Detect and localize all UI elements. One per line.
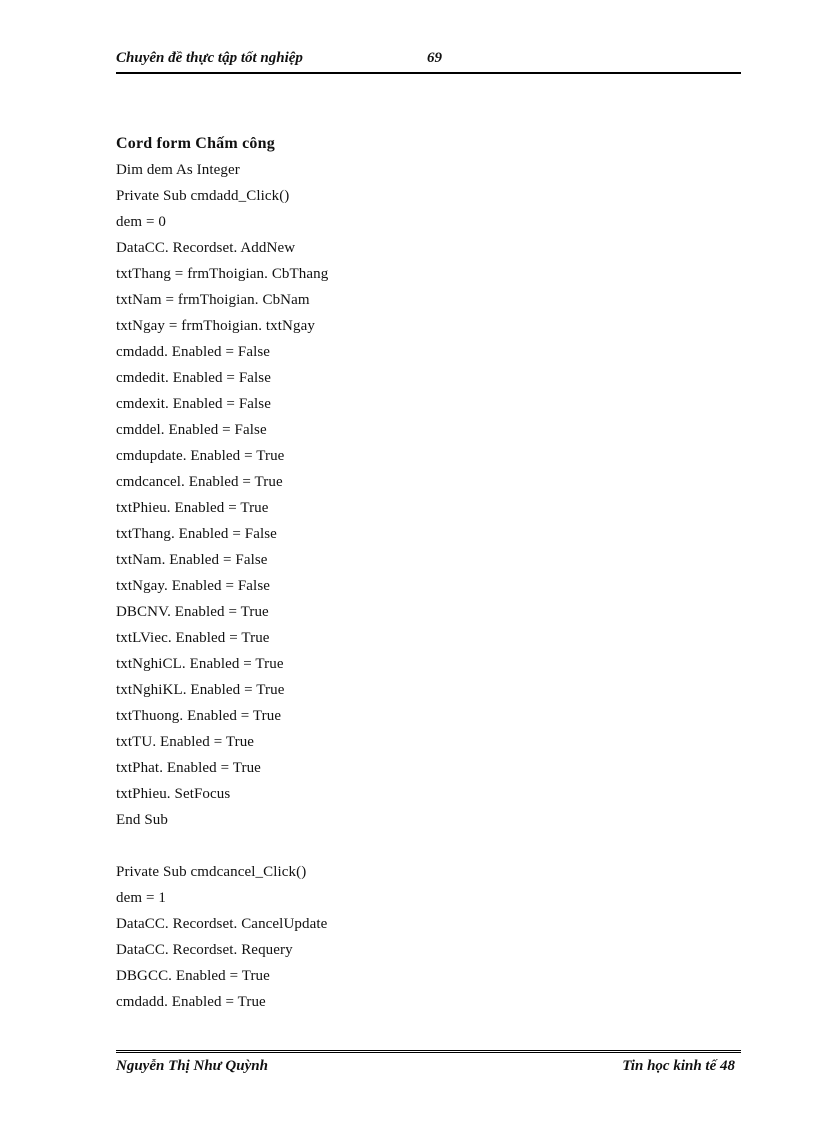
code-line: Dim dem As Integer xyxy=(116,162,240,178)
code-line: txtPhat. Enabled = True xyxy=(116,760,261,776)
code-line: txtNam = frmThoigian. CbNam xyxy=(116,292,310,308)
footer-author: Nguyễn Thị Như Quỳnh xyxy=(116,1058,268,1074)
code-line: txtTU. Enabled = True xyxy=(116,734,255,750)
code-line: cmdadd. Enabled = False xyxy=(116,344,271,360)
code-line: DataCC. Recordset. AddNew xyxy=(116,240,296,256)
code-line: cmdexit. Enabled = False xyxy=(116,396,271,412)
code-line: cmdadd. Enabled = True xyxy=(116,994,266,1010)
code-line: txtThuong. Enabled = True xyxy=(116,708,282,724)
code-line: cmdupdate. Enabled = True xyxy=(116,448,285,464)
code-line: txtLViec. Enabled = True xyxy=(116,630,270,646)
code-line: txtThang. Enabled = False xyxy=(116,526,277,542)
section-title: Cord form Chấm công xyxy=(116,135,275,152)
code-line: DBCNV. Enabled = True xyxy=(116,604,269,620)
code-line: Private Sub cmdcancel_Click() xyxy=(116,864,307,880)
code-line: txtNghiCL. Enabled = True xyxy=(116,656,284,672)
page-footer xyxy=(116,1050,741,1083)
code-line: DataCC. Recordset. Requery xyxy=(116,942,293,958)
header-title: Chuyên đề thực tập tốt nghiệp xyxy=(116,50,303,66)
code-block-cmdadd xyxy=(116,157,741,833)
code-line: txtNgay. Enabled = False xyxy=(116,578,271,594)
blank-line xyxy=(116,833,741,859)
code-line: DataCC. Recordset. CancelUpdate xyxy=(116,916,328,932)
code-line: cmdedit. Enabled = False xyxy=(116,370,271,386)
page-header xyxy=(116,48,741,74)
code-line: dem = 1 xyxy=(116,890,166,906)
code-line: txtNghiKL. Enabled = True xyxy=(116,682,285,698)
code-line: txtPhieu. SetFocus xyxy=(116,786,231,802)
code-line: txtNgay = frmThoigian. txtNgay xyxy=(116,318,315,334)
code-line: txtNam. Enabled = False xyxy=(116,552,268,568)
code-line: Private Sub cmdadd_Click() xyxy=(116,188,290,204)
code-line: txtThang = frmThoigian. CbThang xyxy=(116,266,329,282)
document-body xyxy=(116,131,741,1015)
code-block-cmdcancel xyxy=(116,859,741,1015)
code-line: DBGCC. Enabled = True xyxy=(116,968,270,984)
code-line: txtPhieu. Enabled = True xyxy=(116,500,269,516)
code-line: cmddel. Enabled = False xyxy=(116,422,267,438)
code-line: cmdcancel. Enabled = True xyxy=(116,474,283,490)
footer-department: Tin học kinh tế 48 xyxy=(622,1058,735,1074)
header-page-number: 69 xyxy=(427,50,442,66)
code-line: End Sub xyxy=(116,812,168,828)
code-line: dem = 0 xyxy=(116,214,166,230)
